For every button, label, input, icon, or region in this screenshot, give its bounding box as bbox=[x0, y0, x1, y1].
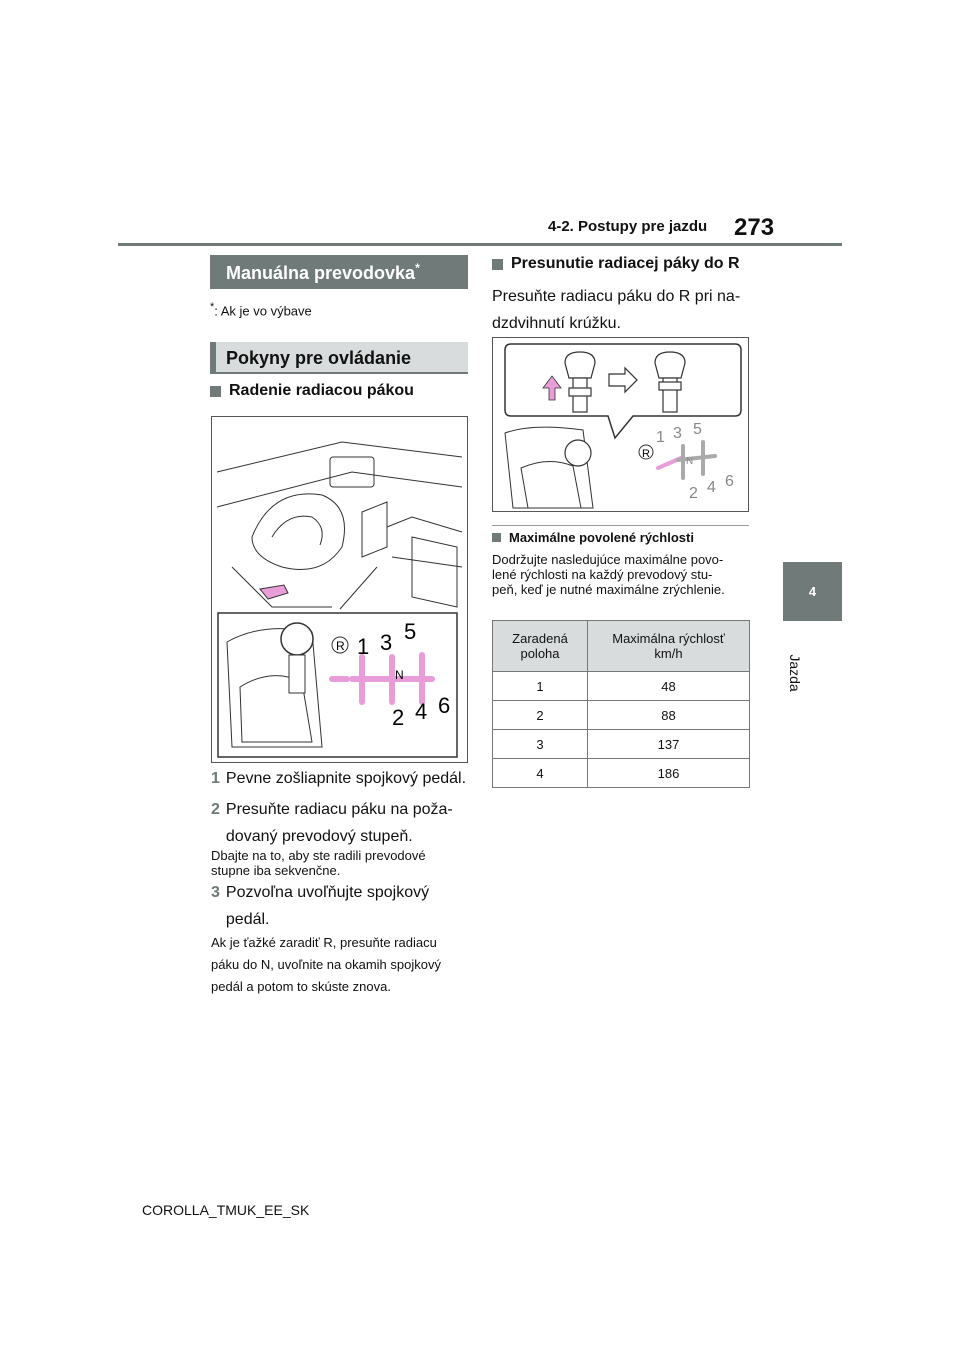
shift-label-6: 6 bbox=[438, 693, 451, 718]
page-number: 273 bbox=[734, 214, 775, 241]
section-title-shifting bbox=[210, 382, 414, 400]
step-1-text: Pevne zošliapnite spojkový pedál. bbox=[225, 770, 467, 787]
max-speed-table-wrapper bbox=[492, 620, 750, 788]
shift-label-2: 2 bbox=[392, 705, 405, 730]
section-title-shifting-text: Radenie radiacou pákou bbox=[229, 382, 414, 399]
ring-label-5: 5 bbox=[693, 421, 702, 438]
ring-label-4: 4 bbox=[707, 479, 716, 496]
ring-label-6: 6 bbox=[725, 473, 734, 490]
col-header-position bbox=[493, 621, 588, 672]
main-heading bbox=[210, 255, 468, 289]
reverse-ring-drawing bbox=[493, 338, 748, 511]
ring-label-2: 2 bbox=[689, 485, 698, 502]
shift-label-r: R bbox=[336, 639, 345, 653]
bullet-square-icon bbox=[492, 259, 503, 270]
step-3-text-line2: pedál. bbox=[225, 911, 270, 928]
sub-heading: Pokyny pre ovládanie bbox=[210, 342, 468, 374]
chapter-tab-label: Jazda bbox=[787, 654, 803, 692]
reverse-instructions bbox=[492, 283, 740, 337]
col-header-speed-line2: km/h bbox=[654, 646, 683, 661]
main-heading-asterisk: * bbox=[415, 261, 420, 275]
cell-position: 3 bbox=[493, 730, 588, 759]
note-reverse-line2: páku do N, uvoľnite na okamih spojkový bbox=[211, 957, 441, 972]
reverse-instructions-line1: Presuňte radiacu páku do R pri na- bbox=[492, 288, 741, 305]
bullet-square-icon bbox=[492, 533, 501, 542]
gearshift-illustration bbox=[211, 416, 468, 763]
shift-label-1: 1 bbox=[357, 634, 370, 659]
cell-speed: 48 bbox=[588, 672, 750, 701]
clutch-pedal-arrow-icon bbox=[260, 585, 288, 599]
shift-label-5: 5 bbox=[404, 619, 417, 644]
step-2-number: 2 bbox=[211, 801, 220, 818]
step-2-text-line1: Presuňte radiacu páku na poža- bbox=[225, 801, 453, 818]
max-speed-description-line1: Dodržujte nasledujúce maximálne povo- bbox=[492, 552, 724, 567]
cell-position: 4 bbox=[493, 759, 588, 788]
shift-label-n: N bbox=[395, 668, 404, 682]
step-1-number: 1 bbox=[211, 770, 220, 787]
footnote bbox=[210, 301, 312, 318]
reverse-ring-illustration bbox=[492, 337, 749, 512]
table-row bbox=[493, 730, 750, 759]
main-heading-text: Manuálna prevodovka bbox=[226, 263, 416, 283]
reverse-instructions-line2: dzdvihnutí krúžku. bbox=[492, 315, 621, 332]
cell-speed: 88 bbox=[588, 701, 750, 730]
step-3 bbox=[211, 879, 429, 933]
running-header-section: 4-2. Postupy pre jazdu bbox=[548, 218, 708, 235]
note-sequential bbox=[211, 848, 426, 878]
shift-label-3: 3 bbox=[380, 630, 393, 655]
chapter-tab: 4 bbox=[783, 562, 842, 621]
car-interior-drawing bbox=[212, 417, 467, 762]
shift-label-4: 4 bbox=[415, 699, 428, 724]
note-reverse bbox=[211, 932, 441, 998]
col-header-speed bbox=[588, 621, 750, 672]
note-reverse-line1: Ak je ťažké zaradiť R, presuňte radiacu bbox=[211, 935, 437, 950]
col-header-position-line1: Zaradená bbox=[512, 631, 568, 646]
cell-speed: 137 bbox=[588, 730, 750, 759]
col-header-position-line2: poloha bbox=[520, 646, 560, 661]
step-2 bbox=[211, 796, 453, 850]
step-1 bbox=[211, 765, 466, 792]
footnote-mark: * bbox=[210, 301, 215, 313]
ring-label-n: N bbox=[686, 456, 694, 467]
footer-doc-id: COROLLA_TMUK_EE_SK bbox=[142, 1202, 310, 1218]
section-title-reverse-text: Presunutie radiacej páky do R bbox=[511, 255, 740, 272]
step-3-text-line1: Pozvoľna uvoľňujte spojkový bbox=[225, 884, 430, 901]
ring-label-1: 1 bbox=[656, 429, 665, 446]
max-speed-description bbox=[492, 552, 725, 597]
section-title-reverse bbox=[492, 255, 740, 273]
max-speed-title-text: Maximálne povolené rýchlosti bbox=[509, 530, 694, 545]
header-rule bbox=[118, 243, 842, 246]
table-row bbox=[493, 672, 750, 701]
step-3-number: 3 bbox=[211, 884, 220, 901]
table-row bbox=[493, 759, 750, 788]
note-reverse-line3: pedál a potom to skúste znova. bbox=[211, 979, 391, 994]
divider bbox=[492, 525, 749, 526]
gear-knob-icon bbox=[565, 440, 591, 466]
note-sequential-line2: stupne iba sekvenčne. bbox=[211, 863, 341, 878]
max-speed-description-line2: lené rýchlosti na každý prevodový stu- bbox=[492, 567, 713, 582]
bullet-square-icon bbox=[210, 386, 221, 397]
max-speed-description-line3: peň, keď je nutné maximálne zrýchlenie. bbox=[492, 582, 725, 597]
step-2-text-line2: dovaný prevodový stupeň. bbox=[225, 828, 413, 845]
ring-label-r: R bbox=[642, 448, 650, 460]
cell-position: 2 bbox=[493, 701, 588, 730]
note-sequential-line1: Dbajte na to, aby ste radili prevodové bbox=[211, 848, 426, 863]
cell-speed: 186 bbox=[588, 759, 750, 788]
max-speed-table bbox=[492, 620, 750, 788]
col-header-speed-line1: Maximálna rýchlosť bbox=[612, 631, 725, 646]
ring-label-3: 3 bbox=[673, 425, 682, 442]
gear-knob-icon bbox=[281, 623, 313, 655]
table-row bbox=[493, 701, 750, 730]
cell-position: 1 bbox=[493, 672, 588, 701]
max-speed-title bbox=[492, 530, 694, 545]
footnote-text: : Ak je vo výbave bbox=[214, 303, 312, 319]
